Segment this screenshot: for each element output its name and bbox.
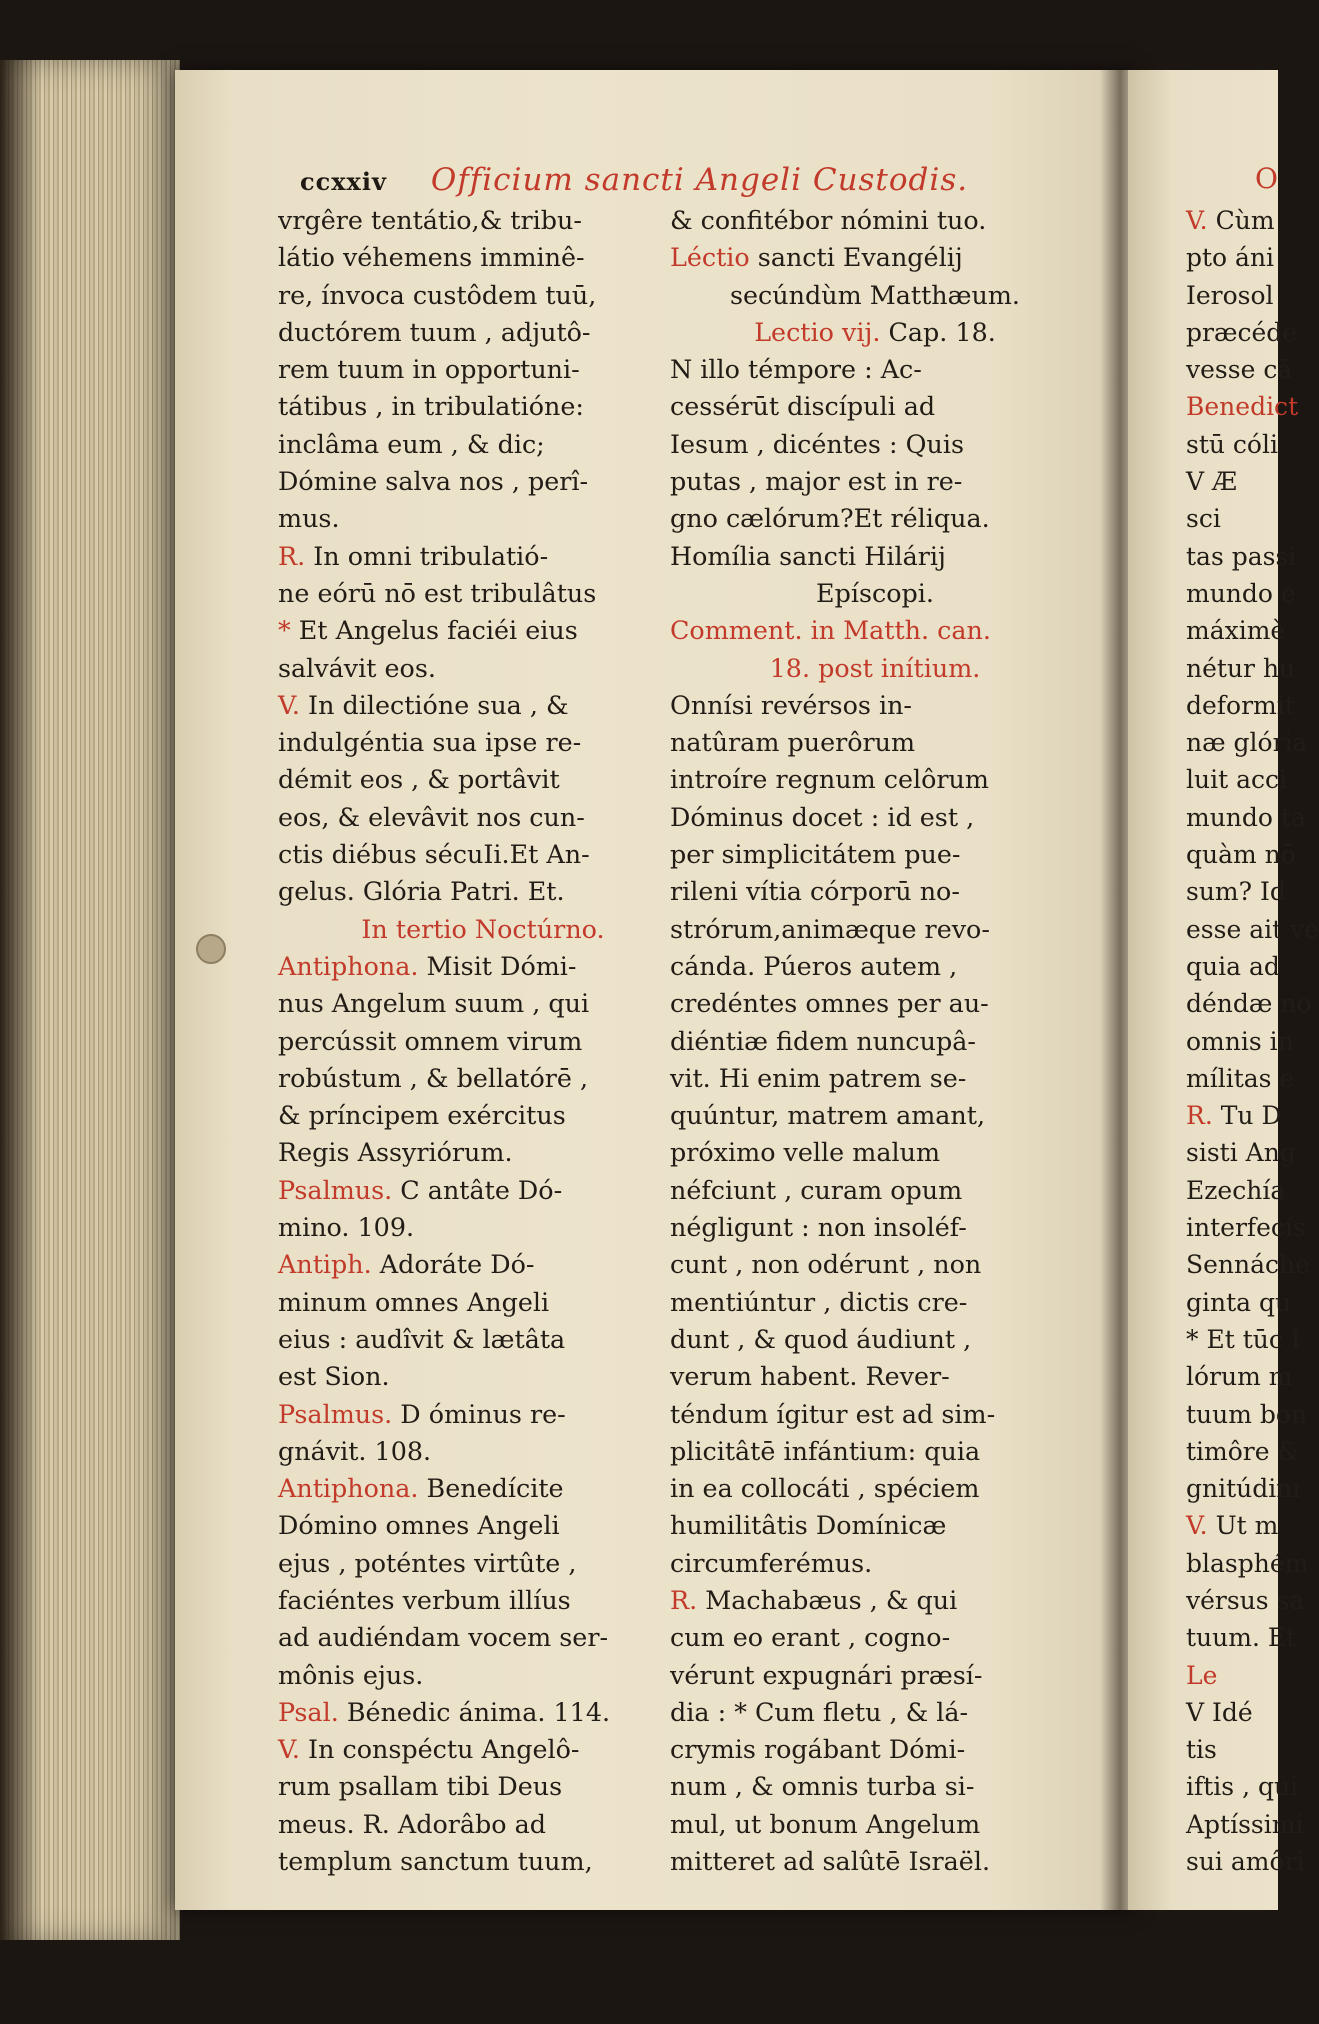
right-column-line: esse ait ve bbox=[1186, 914, 1319, 944]
left-column-line: Antiph. Adoráte Dó- bbox=[278, 1249, 535, 1280]
middle-column-line: natûram puerôrum bbox=[670, 727, 916, 758]
middle-column-line: 18. post inítium. bbox=[769, 652, 981, 683]
right-column-line: timôre & bbox=[1186, 1436, 1300, 1466]
left-column-line: indulgéntia sua ipse re- bbox=[278, 727, 582, 758]
middle-column-line: vit. Hi enim patrem se- bbox=[670, 1062, 967, 1093]
middle-column-line: téndum ígitur est ad sim- bbox=[670, 1398, 996, 1429]
left-column-line: nus Angelum suum , qui bbox=[278, 988, 590, 1019]
middle-column-line: cessérūt discípuli ad bbox=[670, 391, 936, 422]
right-column-line: vesse cā bbox=[1186, 355, 1293, 385]
middle-column-line: in ea collocáti , spéciem bbox=[670, 1473, 980, 1504]
left-column-line: mônis ejus. bbox=[278, 1659, 424, 1690]
right-column-line: tas passi bbox=[1186, 541, 1297, 571]
middle-column-line: cunt , non odérunt , non bbox=[670, 1249, 982, 1280]
right-column-line: vérsus sa bbox=[1186, 1585, 1305, 1615]
right-page-folio: O bbox=[1255, 162, 1278, 195]
right-column-line: sum? Id bbox=[1186, 877, 1286, 907]
middle-column-line: secúndùm Matthæum. bbox=[730, 279, 1020, 310]
left-column-line: salvávit eos. bbox=[278, 652, 436, 683]
left-column-line: V. In dilectióne sua , & bbox=[278, 689, 569, 720]
right-column-line: Le bbox=[1186, 1660, 1218, 1690]
right-column-line: V. Ut m bbox=[1186, 1511, 1279, 1541]
left-column-line: templum sanctum tuum, bbox=[278, 1846, 593, 1877]
middle-column-line: cánda. Púeros autem , bbox=[670, 950, 958, 981]
left-column-line: Antiphona. Benedícite bbox=[278, 1473, 564, 1504]
middle-column-line: quúntur, matrem amant, bbox=[670, 1100, 986, 1131]
right-column-line: mundo e bbox=[1186, 578, 1296, 608]
right-column-line: R. Tu D bbox=[1186, 1101, 1282, 1131]
middle-column-line: Iesum , dicéntes : Quis bbox=[670, 428, 964, 459]
right-column-line: luit acci bbox=[1186, 765, 1287, 795]
middle-column-line: per simplicitátem pue- bbox=[670, 839, 961, 870]
middle-column-line: Dóminus docet : id est , bbox=[670, 801, 975, 832]
middle-column-line: credéntes omnes per au- bbox=[670, 988, 989, 1019]
right-column-line: V. Cùm bbox=[1186, 206, 1275, 235]
right-column-line: tuum. Et bbox=[1186, 1623, 1297, 1653]
left-column-line: inclâma eum , & dic; bbox=[278, 428, 545, 459]
middle-column-line: num , & omnis turba si- bbox=[670, 1771, 975, 1802]
left-column-line: robústum , & bellatórē , bbox=[278, 1062, 589, 1093]
right-column-line: sisti Ang bbox=[1186, 1138, 1296, 1168]
middle-column-line: plicitâtē infántium: quia bbox=[670, 1435, 981, 1466]
left-column-line: Dómine salva nos , perî- bbox=[278, 466, 589, 497]
middle-column-line: putas , major est in re- bbox=[670, 466, 963, 497]
middle-column-line: Léctio sancti Evangélij bbox=[670, 242, 963, 273]
left-column-line: re, ínvoca custôdem tuū, bbox=[278, 279, 597, 310]
middle-column-line: Lectio vij. Cap. 18. bbox=[754, 316, 996, 347]
right-column-line: ginta qu bbox=[1186, 1287, 1292, 1317]
left-column-line: mus. bbox=[278, 503, 340, 534]
middle-column-line: & confitébor nómini tuo. bbox=[670, 205, 987, 235]
middle-column-line: négligunt : non insoléf- bbox=[670, 1212, 967, 1243]
page-fore-edge bbox=[0, 60, 180, 1940]
right-column-line: interfecís bbox=[1186, 1213, 1306, 1243]
left-column-line: Psal. Bénedic ánima. 114. bbox=[278, 1696, 611, 1727]
middle-column-line: rileni vítia córporū no- bbox=[670, 876, 960, 907]
middle-column-line: mentiúntur , dictis cre- bbox=[670, 1286, 968, 1317]
left-column-line: V. In conspéctu Angelô- bbox=[278, 1734, 580, 1765]
left-column-line: percússit omnem virum bbox=[278, 1025, 583, 1056]
right-column-line: V Æ bbox=[1186, 467, 1238, 497]
left-column-line: Regis Assyriórum. bbox=[278, 1137, 513, 1168]
right-column-line: tis bbox=[1186, 1735, 1217, 1765]
left-column-line: Dómino omnes Angeli bbox=[278, 1510, 560, 1541]
left-column-line: mino. 109. bbox=[278, 1212, 415, 1243]
right-column-line: déndæ no bbox=[1186, 989, 1312, 1019]
middle-column-line: dunt , & quod áudiunt , bbox=[670, 1323, 972, 1354]
right-column-line: omnis in bbox=[1186, 1026, 1294, 1056]
middle-column-line: diéntiæ fidem nuncupâ- bbox=[670, 1025, 976, 1056]
middle-column-line: introíre regnum celôrum bbox=[670, 764, 989, 795]
right-column-line: stū cóli bbox=[1186, 429, 1278, 459]
middle-column-line: gno cælórum?Et réliqua. bbox=[670, 503, 990, 534]
middle-column-line: Comment. in Matth. can. bbox=[670, 615, 991, 646]
right-column-line: lórum m bbox=[1186, 1362, 1293, 1392]
left-column-line: eius : audîvit & lætâta bbox=[278, 1323, 566, 1354]
left-column-line: In tertio Noctúrno. bbox=[361, 913, 605, 944]
page-header bbox=[300, 162, 968, 202]
middle-column-line: cum eo erant , cogno- bbox=[670, 1622, 951, 1653]
left-column-line: Psalmus. C antâte Dó- bbox=[278, 1174, 563, 1205]
right-column-line: Benedict bbox=[1186, 392, 1299, 422]
left-column-line: ne eórū nō est tribulâtus bbox=[278, 577, 597, 608]
right-column-line: sci bbox=[1186, 504, 1221, 534]
right-column-line: deformit bbox=[1186, 690, 1295, 720]
left-column-line: eos, & elevâvit nos cun- bbox=[278, 801, 585, 832]
thumb-mark bbox=[196, 934, 226, 964]
left-column-line: faciéntes verbum illíus bbox=[278, 1584, 571, 1615]
right-column-line: pto áni bbox=[1186, 243, 1275, 273]
right-column-line: iftis , qui bbox=[1186, 1772, 1299, 1802]
right-column-line: Sennáche bbox=[1186, 1250, 1310, 1280]
left-column-line: gelus. Glória Patri. Et. bbox=[278, 876, 565, 907]
left-column-line: tátibus , in tribulatióne: bbox=[278, 391, 584, 422]
right-column-line: tuum bon bbox=[1186, 1399, 1308, 1429]
left-column-line: & príncipem exércitus bbox=[278, 1100, 566, 1131]
left-column-line: ductórem tuum , adjutô- bbox=[278, 316, 591, 347]
right-column-line: V Idé bbox=[1186, 1697, 1253, 1727]
left-column-line: R. In omni tribulatió- bbox=[278, 540, 549, 571]
right-column-line: gnitúdini bbox=[1186, 1474, 1301, 1504]
middle-column-line: néfciunt , curam opum bbox=[670, 1174, 963, 1205]
left-column-line: ad audiéndam vocem ser- bbox=[278, 1622, 609, 1653]
left-column-line: gnávit. 108. bbox=[278, 1435, 432, 1466]
left-column-line: Psalmus. D óminus re- bbox=[278, 1398, 566, 1429]
right-column-line: mundo ta bbox=[1186, 802, 1306, 832]
fore-edge-shadow bbox=[0, 60, 40, 1940]
text-column-right-partial bbox=[1186, 160, 1319, 1880]
left-column-line: est Sion. bbox=[278, 1361, 390, 1392]
left-column-line: démit eos , & portâvit bbox=[278, 764, 560, 795]
right-column-line: quia ad bbox=[1186, 951, 1280, 981]
middle-column-line: strórum,animæque revo- bbox=[670, 913, 990, 944]
left-column-line: ejus , poténtes virtûte , bbox=[278, 1547, 577, 1578]
middle-column-line: mitteret ad salûtē Israël. bbox=[670, 1846, 991, 1877]
middle-column-line: crymis rogábant Dómi- bbox=[670, 1734, 966, 1765]
right-column-line: máximè bbox=[1186, 616, 1286, 646]
right-column-line: mílitas e bbox=[1186, 1063, 1295, 1093]
middle-column-line: dia : * Cum fletu , & lá- bbox=[670, 1696, 969, 1727]
right-column-line: præcéde bbox=[1186, 317, 1298, 347]
middle-column-line: circumferémus. bbox=[670, 1547, 873, 1578]
right-column-line: blasphém bbox=[1186, 1548, 1309, 1578]
right-column-line: sui amôri bbox=[1186, 1847, 1305, 1877]
middle-column-line: humilitâtis Domínicæ bbox=[670, 1510, 947, 1541]
left-column-line: ctis diébus sécuIi.Et An- bbox=[278, 839, 590, 870]
left-column-line: látio véhemens imminê- bbox=[278, 242, 585, 273]
right-column-line: quàm nō bbox=[1186, 840, 1296, 870]
left-column-line: rem tuum in opportuni- bbox=[278, 354, 580, 385]
left-column-line: rum psallam tibi Deus bbox=[278, 1771, 563, 1802]
text-column-left bbox=[278, 202, 688, 1880]
left-column-line: * Et Angelus faciéi eius bbox=[278, 615, 578, 646]
right-column-line: * Et tūc I bbox=[1186, 1324, 1301, 1354]
left-column-line: vrgêre tentátio,& tribu- bbox=[278, 205, 582, 235]
right-column-line: Aptíssimi bbox=[1186, 1809, 1304, 1839]
right-column-line: Ezechía bbox=[1186, 1175, 1286, 1205]
left-column-line: minum omnes Angeli bbox=[278, 1286, 550, 1317]
left-column-line: meus. R. Adorâbo ad bbox=[278, 1808, 547, 1839]
right-column-line: næ glória bbox=[1186, 728, 1308, 758]
right-column-line: Ierosol bbox=[1186, 280, 1274, 310]
left-column-line: Antiphona. Misit Dómi- bbox=[278, 950, 577, 981]
middle-column-line: mul, ut bonum Angelum bbox=[670, 1808, 981, 1839]
middle-column-line: N illo témpore : Ac- bbox=[670, 354, 922, 385]
middle-column-line: verum habent. Rever- bbox=[670, 1361, 950, 1392]
page-number: ccxxiv bbox=[300, 167, 387, 196]
text-column-middle bbox=[670, 202, 1080, 1880]
middle-column-line: Onnísi revérsos in- bbox=[670, 689, 913, 720]
middle-column-line: R. Machabæus , & qui bbox=[670, 1584, 958, 1615]
middle-column-line: vérunt expugnári præsí- bbox=[670, 1659, 983, 1690]
right-column-line: nétur hu bbox=[1186, 653, 1296, 683]
middle-column-line: Homília sancti Hilárij bbox=[670, 540, 946, 571]
middle-column-line: próximo velle malum bbox=[670, 1137, 941, 1168]
running-title: Officium sancti Angeli Custodis. bbox=[430, 162, 969, 198]
middle-column-line: Epíscopi. bbox=[816, 577, 934, 608]
